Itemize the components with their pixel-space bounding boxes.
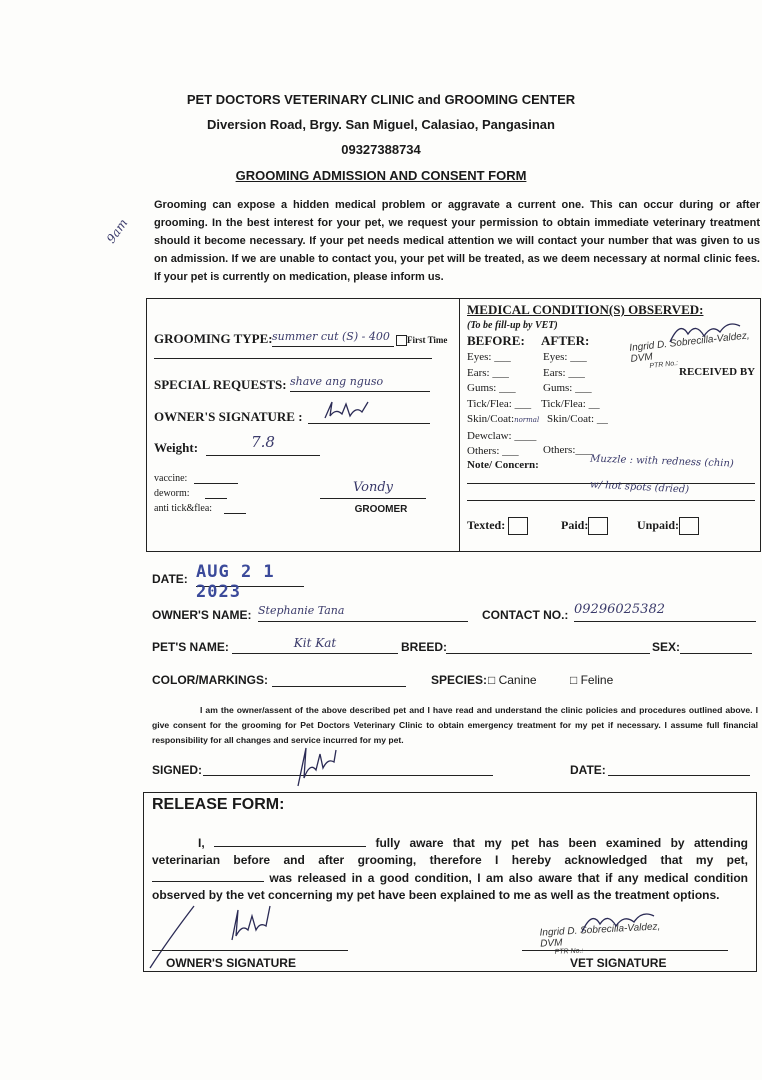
breed-label: BREED: — [401, 640, 448, 654]
vaccine-label: vaccine: — [154, 473, 188, 484]
first-time-checkbox[interactable] — [396, 335, 407, 346]
owner-name-field[interactable]: Stephanie Tana — [258, 604, 468, 622]
release-text: I, fully aware that my pet has been examined by attending veterinarian before and after grooming, therefore I hereby acknowledged that my pet, was released in a good condition, I am also aware that if any medical condition observed by the vet concerning my pet have been explained to me as well as the treatment options. — [152, 836, 748, 902]
vet-stamp-bottom: Ingrid D. Sobrecilla-Valdez, DVM PTR No.: — [539, 921, 661, 956]
vet-signature-bottom — [578, 904, 658, 940]
before-eyes: Eyes: ___ — [467, 351, 511, 363]
special-requests-label: SPECIAL REQUESTS: — [154, 377, 287, 392]
sex-field[interactable] — [680, 638, 752, 654]
before-label: BEFORE: — [467, 333, 525, 348]
pet-name-field[interactable]: Kit Kat — [232, 636, 398, 654]
before-ears: Ears: ___ — [467, 366, 509, 379]
received-by-label: RECEIVED BY — [679, 366, 756, 378]
margin-note: 9am — [103, 216, 131, 246]
form-title: GROOMING ADMISSION AND CONSENT FORM — [235, 168, 527, 183]
owner-signature-label: OWNER'S SIGNATURE : — [154, 409, 303, 424]
texted-checkbox[interactable] — [508, 517, 528, 535]
pet-name-label: PET'S NAME: — [152, 640, 229, 654]
after-skin: Skin/Coat: __ — [547, 413, 608, 425]
clinic-phone: 09327388734 — [341, 142, 421, 157]
medical-title: MEDICAL CONDITION(S) OBSERVED: — [467, 302, 704, 317]
after-ears: Ears: ___ — [543, 366, 585, 379]
first-time-label: First Time — [407, 335, 448, 345]
date2-field[interactable] — [608, 760, 750, 776]
owner-signature-caption: OWNER'S SIGNATURE — [166, 956, 296, 970]
contact-label: CONTACT NO.: — [482, 608, 569, 622]
owner-signature-line[interactable] — [152, 938, 348, 951]
after-list — [543, 350, 608, 459]
deworm-label: deworm: — [154, 488, 190, 499]
after-others: Others:___ — [543, 444, 592, 456]
feline-option[interactable]: □ Feline — [570, 673, 614, 687]
before-gums: Gums: ___ — [467, 382, 516, 394]
before-dewclaw: Dewclaw: ____ — [467, 429, 537, 442]
before-skin: Skin/Coat:normal — [467, 413, 540, 425]
date2-label: DATE: — [570, 763, 606, 777]
note-line-1: Muzzle : with redness (chin) — [589, 453, 734, 470]
species-label: SPECIES: — [431, 673, 488, 687]
weight-label: Weight: — [154, 440, 199, 455]
weight-field[interactable]: 7.8 — [206, 433, 320, 456]
groomer-field[interactable]: Vondy — [320, 480, 426, 499]
grooming-type-label: GROOMING TYPE: — [154, 331, 273, 346]
vet-signature-line[interactable] — [522, 938, 728, 951]
unpaid-row: Unpaid: — [637, 517, 699, 535]
note-line-2: w/ hot spots (dried) — [589, 479, 690, 496]
vet-signature-caption: VET SIGNATURE — [570, 956, 667, 970]
note-rule-2 — [467, 488, 755, 501]
texted-row: Texted: — [467, 517, 528, 535]
before-list — [467, 350, 539, 460]
vaccine-field[interactable] — [194, 472, 238, 484]
paid-checkbox[interactable] — [588, 517, 608, 535]
consent-paragraph: I am the owner/assent of the above described pet and I have read and understand the clinic policies and procedures outlined above. I give consent for the grooming for Pet Doctors Veterinary Clinic to obtain emergency treatment for my pet if necessary. I assume full financial responsibility for all changes and service incurred for my pet. — [152, 705, 758, 745]
medical-subtitle: (To be fill-up by VET) — [467, 320, 558, 331]
before-tick: Tick/Flea: ___ — [467, 397, 532, 410]
breed-field[interactable] — [446, 638, 650, 654]
clinic-address: Diversion Road, Brgy. San Miguel, Calasiao, Pangasinan — [207, 117, 555, 132]
grooming-type-line — [154, 347, 432, 359]
after-tick: Tick/Flea: __ — [541, 397, 600, 410]
color-label: COLOR/MARKINGS: — [152, 673, 268, 687]
canine-option[interactable]: □ Canine — [488, 673, 537, 687]
intro-paragraph: Grooming can expose a hidden medical problem or aggravate a current one. This can occur during or after grooming. In the best interest for your pet, we request your permission to obtain immediate veterinary treatment should it become necessary. If your pet needs medical attention we will contact your number that was given to us on admission. If we are unable to contact you, your pet will be treated, as we deem necessary at normal clinic fees. If your pet is currently on medication, please inform us. — [154, 199, 760, 283]
vet-signature-top — [666, 316, 746, 352]
grooming-type-field[interactable]: summer cut (S) - 400 — [272, 330, 394, 347]
signed-field[interactable] — [203, 760, 493, 776]
note-label: Note/ Concern: — [467, 459, 539, 471]
contact-field[interactable]: 09296025382 — [574, 602, 756, 622]
signed-label: SIGNED: — [152, 763, 203, 777]
before-others: Others: ___ — [467, 445, 519, 457]
release-pet-name-field[interactable] — [152, 869, 264, 882]
paid-row: Paid: — [561, 517, 608, 535]
release-owner-name-field[interactable] — [214, 834, 366, 847]
sex-label: SEX: — [652, 640, 681, 654]
release-title: RELEASE FORM: — [152, 796, 285, 813]
after-eyes: Eyes: ___ — [543, 351, 587, 363]
deworm-field[interactable] — [205, 487, 227, 499]
after-gums: Gums: ___ — [543, 382, 592, 394]
after-label: AFTER: — [541, 333, 590, 348]
color-field[interactable] — [272, 671, 406, 687]
clinic-name: PET DOCTORS VETERINARY CLINIC and GROOMING CENTER — [186, 92, 576, 107]
date-label: DATE: — [152, 572, 188, 586]
special-requests-field[interactable]: shave ang nguso — [290, 375, 430, 392]
date-field[interactable]: AUG 2 1 2023 — [196, 562, 304, 587]
signed-signature-scribble — [290, 744, 340, 790]
anti-tick-field[interactable] — [224, 502, 246, 514]
anti-tick-label: anti tick&flea: — [154, 503, 213, 514]
owner-name-label: OWNER'S NAME: — [152, 608, 252, 622]
owner-signature-scribble — [322, 398, 372, 426]
groomer-label: GROOMER — [354, 504, 408, 515]
vet-stamp-top: Ingrid D. Sobrecilla-Valdez, DVM PTR No.: — [628, 330, 751, 370]
unpaid-checkbox[interactable] — [679, 517, 699, 535]
